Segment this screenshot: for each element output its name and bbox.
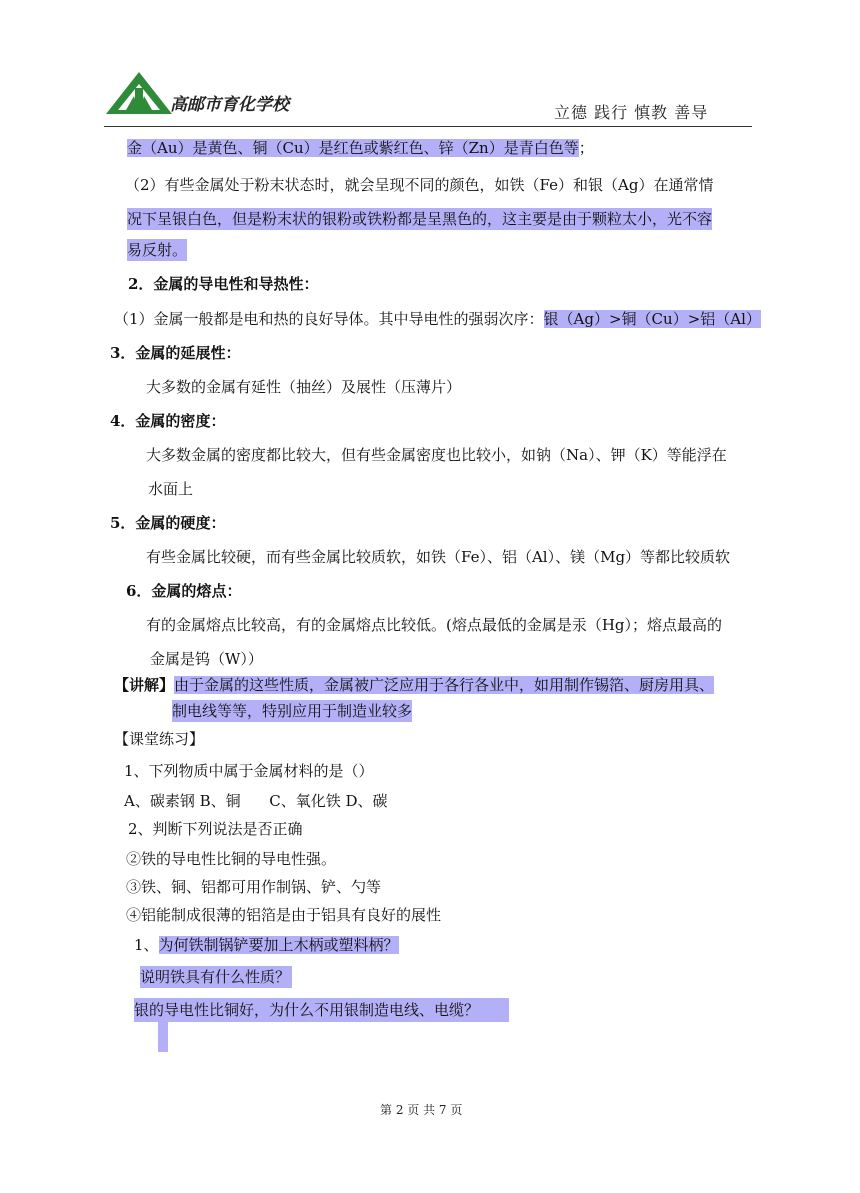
- heading-hardness: 5．金属的硬度：: [110, 514, 226, 532]
- melting-line-1: 有的金属熔点比较高，有的金属熔点比较低。(熔点最低的金属是汞（Hg）；熔点最高的: [146, 616, 723, 634]
- question-5: 银的导电性比铜好，为什么不用银制造电线、电缆？: [134, 998, 509, 1022]
- question-2-item-b: ③铁、铜、铝都可用作制锅、铲、勺等: [126, 878, 382, 896]
- powder-line-3: 易反射。: [127, 241, 188, 259]
- question-2-item-a: ②铁的导电性比铜的导电性强。: [126, 850, 337, 868]
- question-4: 说明铁具有什么性质？: [140, 968, 291, 986]
- density-line-2: 水面上: [148, 480, 194, 498]
- ductility-text: 大多数的金属有延性（抽丝）及展性（压薄片）: [146, 378, 462, 396]
- heading-ductility: 3．金属的延展性：: [110, 344, 241, 362]
- logo-emblem-icon: [104, 70, 174, 116]
- question-1: 1、下列物质中属于金属材料的是（）: [124, 762, 374, 780]
- explain-text-1: 由于金属的这些性质，金属被广泛应用于各行各业中，如用制作锡箔、厨房用具、: [174, 676, 715, 694]
- hardness-text: 有些金属比较硬，而有些金属比较质软，如铁（Fe）、铝（Al）、镁（Mg）等都比较质软: [146, 548, 731, 566]
- practice-heading: 【课堂练习】: [114, 730, 205, 748]
- density-line-1: 大多数金属的密度都比较大，但有些金属密度也比较小，如钠（Na）、钾（K）等能浮在: [146, 446, 727, 464]
- explain-line-2: 制电线等等，特别应用于制造业较多: [172, 702, 413, 720]
- powder-line-1: （2）有些金属处于粉末状态时，就会呈现不同的颜色，如铁（Fe）和银（Ag）在通常情: [125, 176, 714, 194]
- question-3: [134, 934, 399, 956]
- explain-tag: 【讲解】: [114, 676, 175, 694]
- melting-line-2: 金属是钨（W））: [150, 650, 263, 668]
- heading-conductivity: 2．金属的导电性和导热性：: [128, 275, 319, 293]
- header-divider: [104, 126, 752, 127]
- color-intro-line: [127, 137, 594, 159]
- question-3-text: 为何铁制锅铲要加上木柄或塑料柄？: [158, 936, 399, 954]
- heading-melting: 6．金属的熔点：: [126, 582, 242, 600]
- school-logo: [104, 70, 174, 116]
- powder-line-2: 况下呈银白色，但是粉末状的银粉或铁粉都是呈黑色的，这主要是由于颗粒太小，光不容: [127, 210, 713, 228]
- conductivity-order: 银（Ag）>铜（Cu）>铝（Al）: [543, 310, 761, 328]
- question-3-number: 1、: [134, 936, 159, 954]
- heading-density: 4．金属的密度：: [110, 412, 226, 430]
- question-2-item-c: ④铝能制成很薄的铝箔是由于铝具有良好的展性: [126, 906, 442, 924]
- color-intro-text: 金（Au）是黄色、铜（Cu）是红色或紫红色、锌（Zn）是青白色等: [127, 139, 579, 157]
- color-intro-tail: ；: [578, 139, 594, 157]
- conductivity-line: [114, 308, 761, 330]
- text-cursor-highlight: [158, 1022, 168, 1052]
- page-number: 第 2 页 共 7 页: [380, 1103, 463, 1117]
- school-name: 高邮市育化学校: [170, 95, 289, 115]
- question-1-options: A、碳素钢 B、铜 C、氧化铁 D、碳: [124, 792, 388, 810]
- explain-line-1: [114, 674, 714, 696]
- question-2: 2、判断下列说法是否正确: [128, 820, 303, 838]
- school-motto: 立德 践行 慎教 善导: [554, 103, 709, 122]
- conductivity-text: （1）金属一般都是电和热的良好导体。其中导电性的强弱次序：: [114, 310, 544, 328]
